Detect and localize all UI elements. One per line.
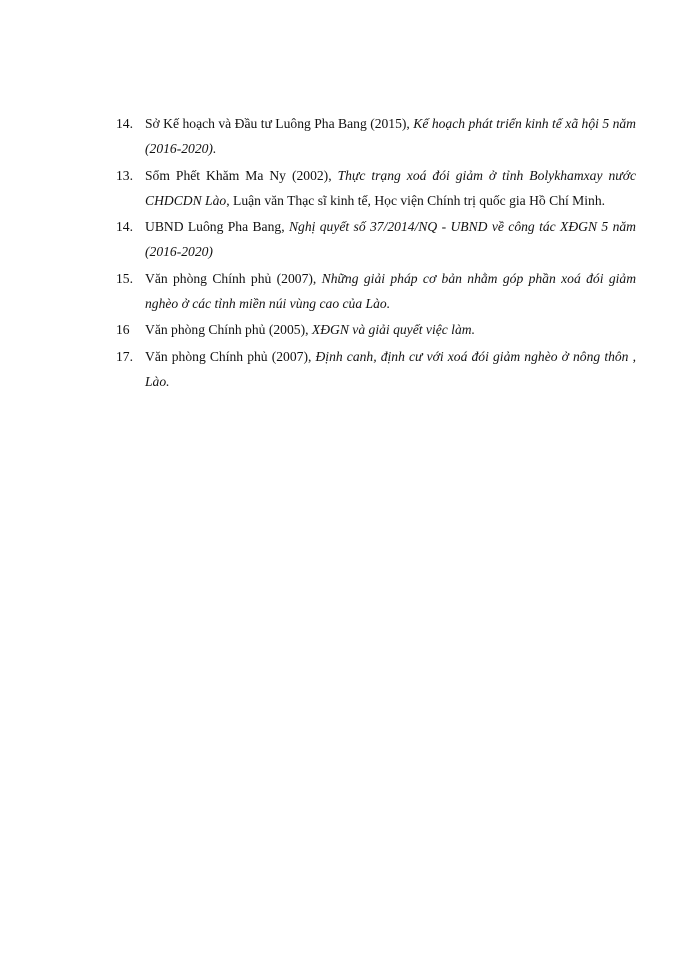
reference-author: Văn phòng Chính phủ (2005),: [145, 322, 312, 337]
reference-title: Thực trạng xoá đói giảm ở tỉnh Bolykhamxay nước CHDCDN Lào: [145, 167, 636, 208]
reference-text: [145, 317, 636, 342]
reference-text: [145, 344, 636, 394]
reference-text: [145, 214, 636, 264]
reference-item: [116, 214, 636, 264]
reference-author: Sổm Phết Khăm Ma Ny (2002),: [145, 167, 338, 183]
reference-title: Những giải pháp cơ bản nhằm góp phần xoá đói giảm nghèo ở các tỉnh miền núi vùng cao của Lào.: [145, 270, 637, 311]
reference-author: Văn phòng Chính phủ (2007),: [145, 348, 316, 364]
reference-number: 14.: [116, 116, 133, 131]
reference-title: XĐGN và giải quyết việc làm.: [311, 322, 475, 337]
reference-text: [145, 111, 636, 161]
reference-number: 13.: [116, 167, 133, 183]
reference-number: 15.: [116, 270, 133, 286]
reference-number: 14.: [116, 219, 133, 234]
reference-number: 16: [116, 322, 130, 337]
reference-author: UBND Luông Pha Bang,: [145, 219, 289, 234]
reference-item: [116, 317, 636, 342]
reference-item: [116, 111, 636, 161]
reference-title: Kế hoạch phát triển kinh tế xã hội 5 năm (2016-2020).: [145, 116, 637, 156]
reference-number: 17.: [116, 348, 133, 364]
reference-author: Sở Kế hoạch và Đầu tư Luông Pha Bang (2015),: [145, 116, 414, 131]
reference-item: [116, 344, 636, 394]
reference-title: Định canh, định cư với xoá đói giảm nghèo ở nông thôn , Lào.: [145, 348, 636, 389]
reference-text: [145, 266, 636, 316]
reference-item: [116, 266, 636, 316]
reference-author: Văn phòng Chính phủ (2007),: [145, 270, 322, 286]
reference-title: Nghị quyết số 37/2014/NQ - UBND về công tác XĐGN 5 năm (2016-2020): [145, 219, 636, 259]
reference-list: [116, 111, 636, 395]
reference-rest: , Luận văn Thạc sĩ kinh tế, Học viện Chính trị quốc gia Hồ Chí Minh.: [226, 192, 606, 208]
reference-item: [116, 163, 636, 213]
reference-text: [145, 163, 636, 213]
